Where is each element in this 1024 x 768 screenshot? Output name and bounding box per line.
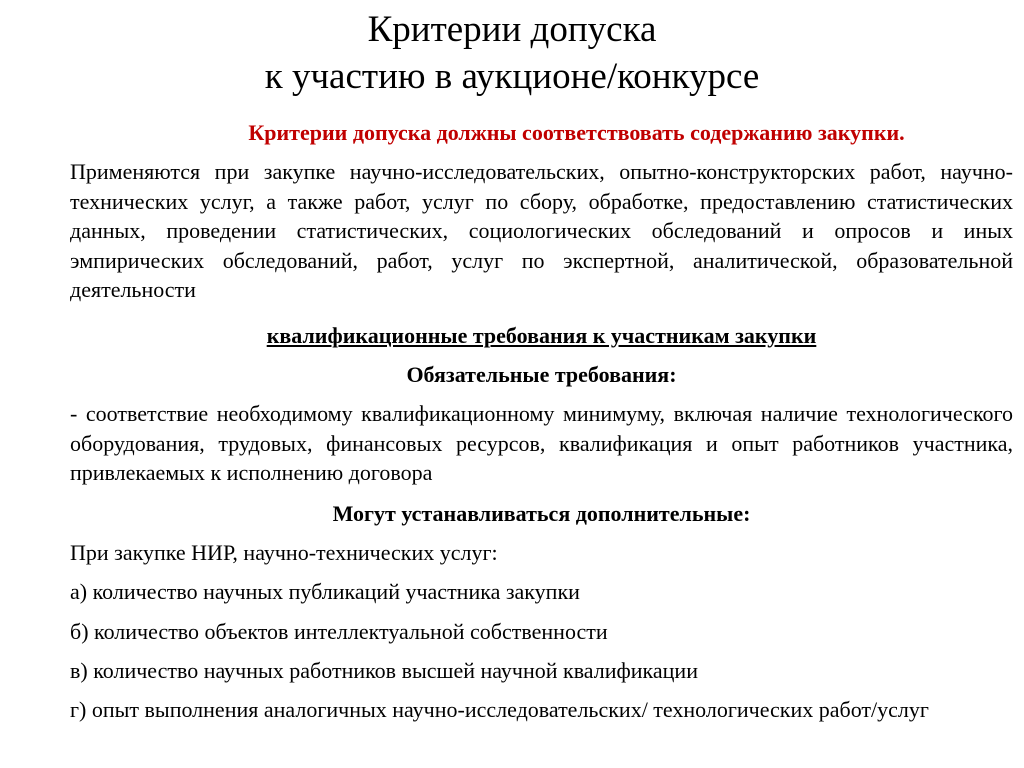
- mandatory-heading: Обязательные требования:: [406, 362, 677, 387]
- list-item: а) количество научных публикаций участника закупки: [70, 579, 580, 604]
- additional-heading: Могут устанавливаться дополнительные:: [332, 501, 751, 526]
- qualification-heading: [70, 321, 1013, 351]
- qualification-heading-text: квалификационные требования к участникам закупки: [266, 323, 817, 348]
- additional-intro: При закупке НИР, научно-технических услуг:: [70, 540, 498, 565]
- list-item: б) количество объектов интеллектуальной собственности: [70, 619, 608, 644]
- slide-subtitle: Критерии допуска должны соответствовать содержанию закупки.: [248, 120, 905, 145]
- slide-title-line-2: к участию в аукционе/конкурсе: [264, 56, 760, 97]
- list-item: в) количество научных работников высшей научной квалификации: [70, 658, 698, 683]
- intro-paragraph: Применяются при закупке научно-исследовательских, опытно-конструкторских работ, научно-технических услуг, а также работ, услуг по сбору, обработке, предоставлению статистических данных, проведении статистических, социологических обследований и опросов и иных эмпирических обследований, работ, услуг по экспертной, аналитической, образовательной деятельности: [70, 159, 1013, 302]
- slide-title-line-1: Критерии допуска: [367, 9, 657, 50]
- list-item: г) опыт выполнения аналогичных научно-исследовательских/ технологических работ/услуг: [70, 697, 929, 722]
- slide-title: [0, 6, 1024, 100]
- mandatory-text: - соответствие необходимому квалификационному минимуму, включая наличие технологического оборудования, трудовых, финансовых ресурсов, квалификация и опыт работников участника, привлекаемых к исполнению договора: [70, 401, 1013, 485]
